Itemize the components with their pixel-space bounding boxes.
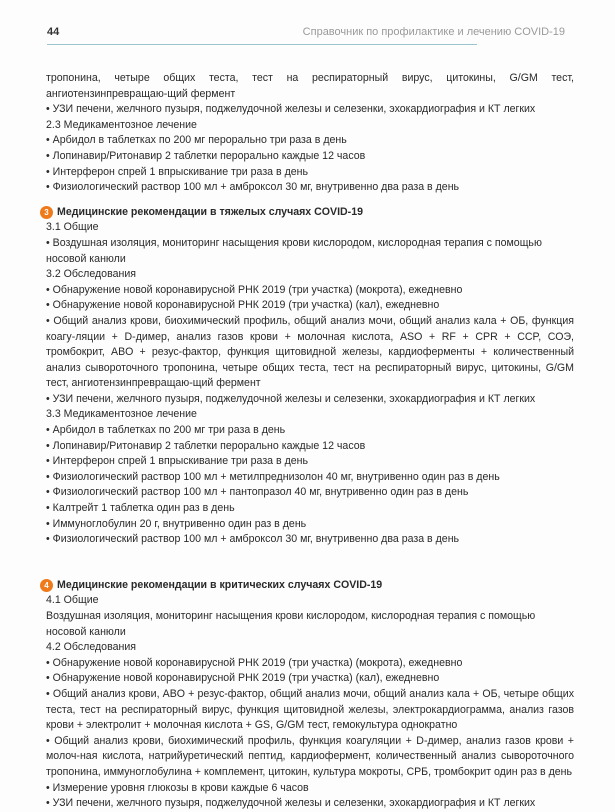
continuation-block (46, 71, 574, 196)
list-item: • Обнаружение новой коронавирусной РНК 2019 (три участка) (кал), ежедневно (46, 672, 440, 685)
list-item: • Физиологический раствор 100 мл + пантопразол 40 мг, внутривенно один раз в день (46, 486, 469, 499)
running-title: Справочник по профилактике и лечению COVID-19 (302, 26, 565, 38)
paragraph: тропонина, четыре общих теста, тест на респираторный вирус, цитокины, G/GM тест, ангиотензинпревращаю-щий фермент (46, 72, 574, 100)
list-item: • УЗИ печени, желчного пузыря, поджелудочной железы и селезенки, эхокардиография и КТ легких (46, 103, 536, 116)
list-item: • Обнаружение новой коронавирусной РНК 2019 (три участка) (мокрота), ежедневно (46, 283, 463, 296)
list-item: • Иммуноглобулин 20 г, внутривенно один раз в день (46, 517, 307, 530)
section-title: Медицинские рекомендации в тяжелых случаях COVID-19 (57, 205, 363, 218)
list-item: • Интерферон спрей 1 впрыскивание три раза в день (46, 455, 309, 468)
subsection-heading: 3.3 Медикаментозное лечение (46, 408, 197, 421)
section-heading (40, 205, 574, 221)
paragraph: Воздушная изоляция, мониторинг насыщения крови кислородом, кислородная терапия с помощью носовой канюли (46, 610, 536, 638)
section-3 (46, 205, 574, 548)
page-header (47, 22, 565, 45)
subsection-heading: 3.2 Обследования (46, 268, 136, 281)
subsection-heading: 3.1 Общие (46, 221, 99, 234)
list-item: • Общий анализ крови, ABO + резус-фактор, общий анализ мочи, общий анализ кала + ОБ, четыре общих теста, тест на респираторный вирус, функция щитовидной железы, электрокардиограмма, анализ газов крови + электролит + молочная кислота + GS, G/GM тест, гемокультура однократно (46, 687, 574, 732)
list-item: • Физиологический раствор 100 мл + амброксол 30 мг, внутривенно два раза в день (46, 533, 460, 546)
section-title: Медицинские рекомендации в критических случаях COVID-19 (57, 578, 383, 591)
list-item: • Обнаружение новой коронавирусной РНК 2019 (три участка) (мокрота), ежедневно (46, 656, 463, 669)
list-item: • Физиологический раствор 100 мл + метилпреднизолон 40 мг, внутривенно один раз в день (46, 470, 500, 483)
page-body (46, 71, 574, 812)
list-item: • Интерферон спрей 1 впрыскивание три раза в день (46, 165, 309, 178)
list-item: • Лопинавир/Ритонавир 2 таблетки перорально каждые 12 часов (46, 439, 366, 452)
section-4 (46, 578, 574, 812)
list-item: • Воздушная изоляция, мониторинг насыщения крови кислородом, кислородная терапия с помощью носовой канюли (46, 236, 542, 265)
list-item: • Общий анализ крови, биохимический профиль, функция коагуляции + D-димер, анализ газов крови + молоч-ная кислота, натрийуретический пептид, кардиофермент, количественный анализ сывороточного тропонина, иммуноглобулина + комплемент, цитокин, культура мокроты, СРБ, тромбокрит один раз в день (46, 734, 574, 778)
list-item: • Физиологический раствор 100 мл + амброксол 30 мг, внутривенно два раза в день (46, 181, 460, 194)
list-item: • УЗИ печени, желчного пузыря, поджелудочной железы и селезенки, эхокардиография и КТ легких (46, 797, 536, 810)
subsection-heading: 4.2 Обследования (46, 641, 136, 654)
subsection-heading: 4.1 Общие (46, 594, 99, 607)
list-item: • Калтрейт 1 таблетка один раз в день (46, 502, 235, 515)
subsection-heading: 2.3 Медикаментозное лечение (46, 118, 197, 131)
section-number-badge: 3 (40, 206, 53, 219)
list-item: • Лопинавир/Ритонавир 2 таблетки перорально каждые 12 часов (46, 149, 366, 162)
list-item: • Общий анализ крови, биохимический профиль, общий анализ мочи, общий анализ кала + ОБ, функция коагу-ляции + D-димер, анализ газов крови + молочная кислота, ASO + RF + CPR + CCP, СОЭ, тромбокрит, ABO + резус-фактор, функция щитовидной железы, кардиоферменты + количественный анализ сывороточного тропонина, четыре общих теста, тест на респираторный вирус, цитокины, G/GM тест, ангиотензинпревращаю-щий фермент (46, 314, 574, 390)
section-heading (40, 578, 574, 594)
list-item: • УЗИ печени, желчного пузыря, поджелудочной железы и селезенки, эхокардиография и КТ легких (46, 392, 536, 405)
list-item: • Арбидол в таблетках по 200 мг перорально три раза в день (46, 134, 347, 147)
list-item: • Обнаружение новой коронавирусной РНК 2019 (три участка) (кал), ежедневно (46, 299, 440, 312)
list-item: • Арбидол в таблетках по 200 мг три раза в день (46, 424, 286, 437)
list-item: • Измерение уровня глюкозы в крови каждые 6 часов (46, 781, 309, 794)
section-number-badge: 4 (40, 579, 53, 592)
page-number: 44 (47, 26, 60, 38)
